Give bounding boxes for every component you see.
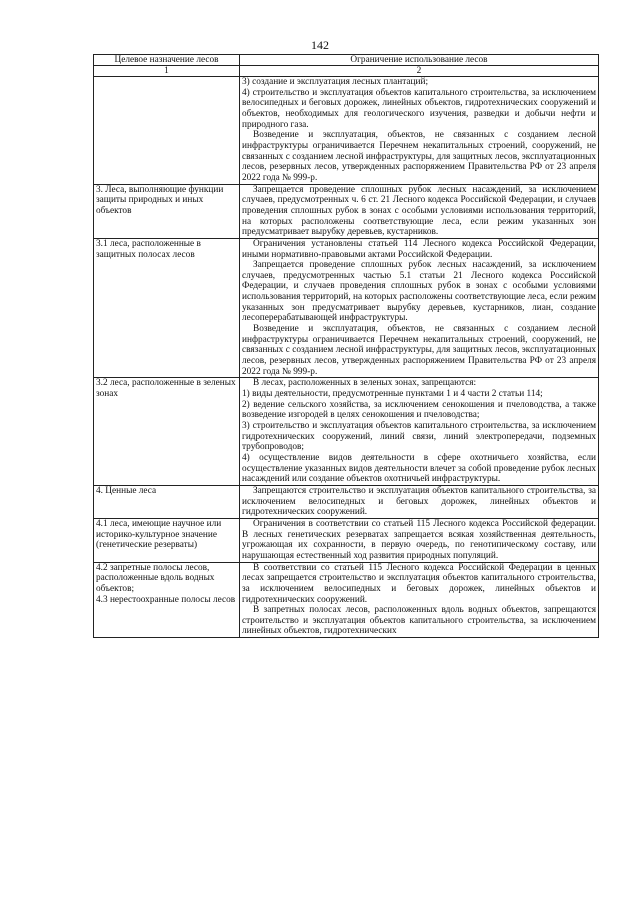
restriction-paragraph: Запрещаются строительство и эксплуатация объектов капитального строительства, за исключением велосипедных и беговых дорожек, линейных объектов и гидротехнических сооружений.: [242, 485, 596, 518]
forest-purpose-text: 4. Ценные леса: [96, 485, 157, 496]
forest-purpose-cell: [94, 238, 240, 378]
column-header-purpose: Целевое назначение лесов: [94, 55, 240, 66]
forest-restrictions-table: [93, 54, 599, 638]
column-header-restrictions: Ограничение использование лесов: [240, 55, 599, 66]
column-number-2: 2: [240, 66, 599, 77]
restriction-paragraph: 2) ведение сельского хозяйства, за исключением сенокошения и пчеловодства, а также возведение изгородей в целях сенокошения и пчеловодства;: [242, 399, 596, 421]
restriction-paragraph: 1) виды деятельности, предусмотренные пунктами 1 и 4 части 2 статьи 114;: [242, 389, 543, 400]
table-row: [94, 378, 599, 486]
restriction-cell: [240, 562, 599, 638]
restriction-paragraph: Возведение и эксплуатация, объектов, не связанных с созданием лесной инфраструктуры ограничивается Перечнем некапитальных строений, сооружений, не связанных с созданием лесной инфраструктуры, для защитных лесов, эксплуатационных лесов, резервных лесов, утвержденных распоряжением Правительства РФ от 23 апреля 2022 года № 999-р.: [242, 130, 596, 183]
restriction-paragraph: В лесах, расположенных в зеленых зонах, запрещаются:: [253, 378, 477, 389]
table-row: [94, 238, 599, 378]
column-number-1: 1: [94, 66, 240, 77]
restriction-cell: [240, 77, 599, 185]
restriction-paragraph: В соответствии со статьей 115 Лесного кодекса Российской Федерации в ценных лесах запрещается строительство и эксплуатация объектов капитального строительства, за исключением велосипедных и беговых дорожек, линейных объектов и гидротехнических сооружений.: [242, 562, 596, 605]
restriction-cell: [240, 485, 599, 518]
restriction-paragraph: Запрещается проведение сплошных рубок лесных насаждений, за исключением случаев, предусмотренных ч. 6 ст. 21 Лесного кодекса Российской Федерации, и случаев проведения сплошных рубок в зонах с особыми условиями использования территорий, на которых расположены соответствующие леса, если режим указанных зон предусматривает вырубку деревьев, кустарников.: [242, 184, 596, 238]
table-header-row: [94, 55, 599, 66]
restriction-paragraph: Ограничения установлены статьей 114 Лесного кодекса Российской Федерации, иными нормативно-правовыми актами Российской Федерации.: [242, 238, 596, 260]
restriction-cell: [240, 238, 599, 378]
restriction-cell: [240, 378, 599, 486]
table-row: [94, 562, 599, 638]
forest-purpose-cell: [94, 378, 240, 486]
forest-purpose-cell: [94, 184, 240, 238]
restriction-paragraph: 3) создание и эксплуатация лесных плантаций;: [242, 77, 429, 87]
forest-purpose-cell: [94, 485, 240, 518]
forest-purpose-cell: [94, 562, 240, 638]
restriction-cell: [240, 518, 599, 562]
forest-purpose-text: 4.1 леса, имеющие научное или историко-культурное значение (генетические резерваты): [96, 518, 222, 551]
restriction-paragraph: Запрещается проведение сплошных рубок лесных насаждений, за исключением случаев, предусмотренных частью 5.1 статьи 21 Лесного кодекса Российской Федерации, и случаев проведения сплошных рубок в зонах с особыми условиями использования территорий, на которых расположены соответствующие леса, если режим указанных зон предусматривает вырубку деревьев, кустарников, лиан, создание лесоперерабатывающей инфраструктуры.: [242, 260, 596, 324]
forest-purpose-text: 4.2 запретные полосы лесов, расположенные вдоль водных объектов;: [96, 562, 215, 594]
restriction-paragraph: В запретных полосах лесов, расположенных вдоль водных объектов, запрещаются строительство и эксплуатация объектов капитального строительства, за исключением линейных объектов, гидротехнических: [242, 605, 596, 637]
forest-purpose-text: 3.1 леса, расположенные в защитных полосах лесов: [96, 238, 201, 260]
page-number: 142: [311, 38, 329, 52]
restriction-paragraph: 3) строительство и эксплуатация объектов капитального строительства, за исключением гидротехнических сооружений, линий связи, линий электропередачи, подземных трубопроводов;: [242, 421, 596, 453]
restriction-paragraph: Ограничения в соответствии со статьей 115 Лесного кодекса Российской федерации. В лесных генетических резерватах запрещается всякая хозяйственная деятельность, угрожающая их сохранности, в первую очередь, по генотипическому составу, или нарушающая естественный ход развития природных популяций.: [242, 518, 596, 561]
table-row: [94, 77, 599, 185]
restriction-paragraph: 4) осуществление видов деятельности в сфере охотничьего хозяйства, если осуществление указанных видов деятельности влечет за собой проведение рубок лесных насаждений или создание объектов охотничьей инфраструктуры.: [242, 452, 596, 485]
table-row: [94, 485, 599, 518]
forest-purpose-cell: [94, 77, 240, 185]
restriction-cell: [240, 184, 599, 238]
forest-purpose-text: 3. Леса, выполняющие функции защиты природных и иных объектов: [96, 184, 224, 216]
restriction-paragraph: Возведение и эксплуатация, объектов, не связанных с созданием лесной инфраструктуры ограничивается Перечнем некапитальных строений, сооружений, не связанных с созданием лесной инфраструктуры, для защитных лесов, эксплуатационных лесов, резервных лесов, утвержденных распоряжением Правительства РФ от 23 апреля 2022 года № 999-р.: [242, 324, 596, 377]
forest-purpose-text: 3.2 леса, расположенные в зеленых зонах: [96, 378, 236, 400]
table-body: [94, 77, 599, 638]
restriction-paragraph: 4) строительство и эксплуатация объектов капитального строительства, за исключением велосипедных и беговых дорожек, линейных объектов, гидротехнических сооружений и объектов, необходимых для геологического изучения, разведки и добычи нефти и природного газа.: [242, 87, 596, 130]
forest-purpose-cell: [94, 518, 240, 562]
forest-purpose-text: 4.3 нерестоохранные полосы лесов: [96, 594, 236, 605]
table-row: [94, 518, 599, 562]
table-row: [94, 184, 599, 238]
table-column-number-row: [94, 66, 599, 77]
